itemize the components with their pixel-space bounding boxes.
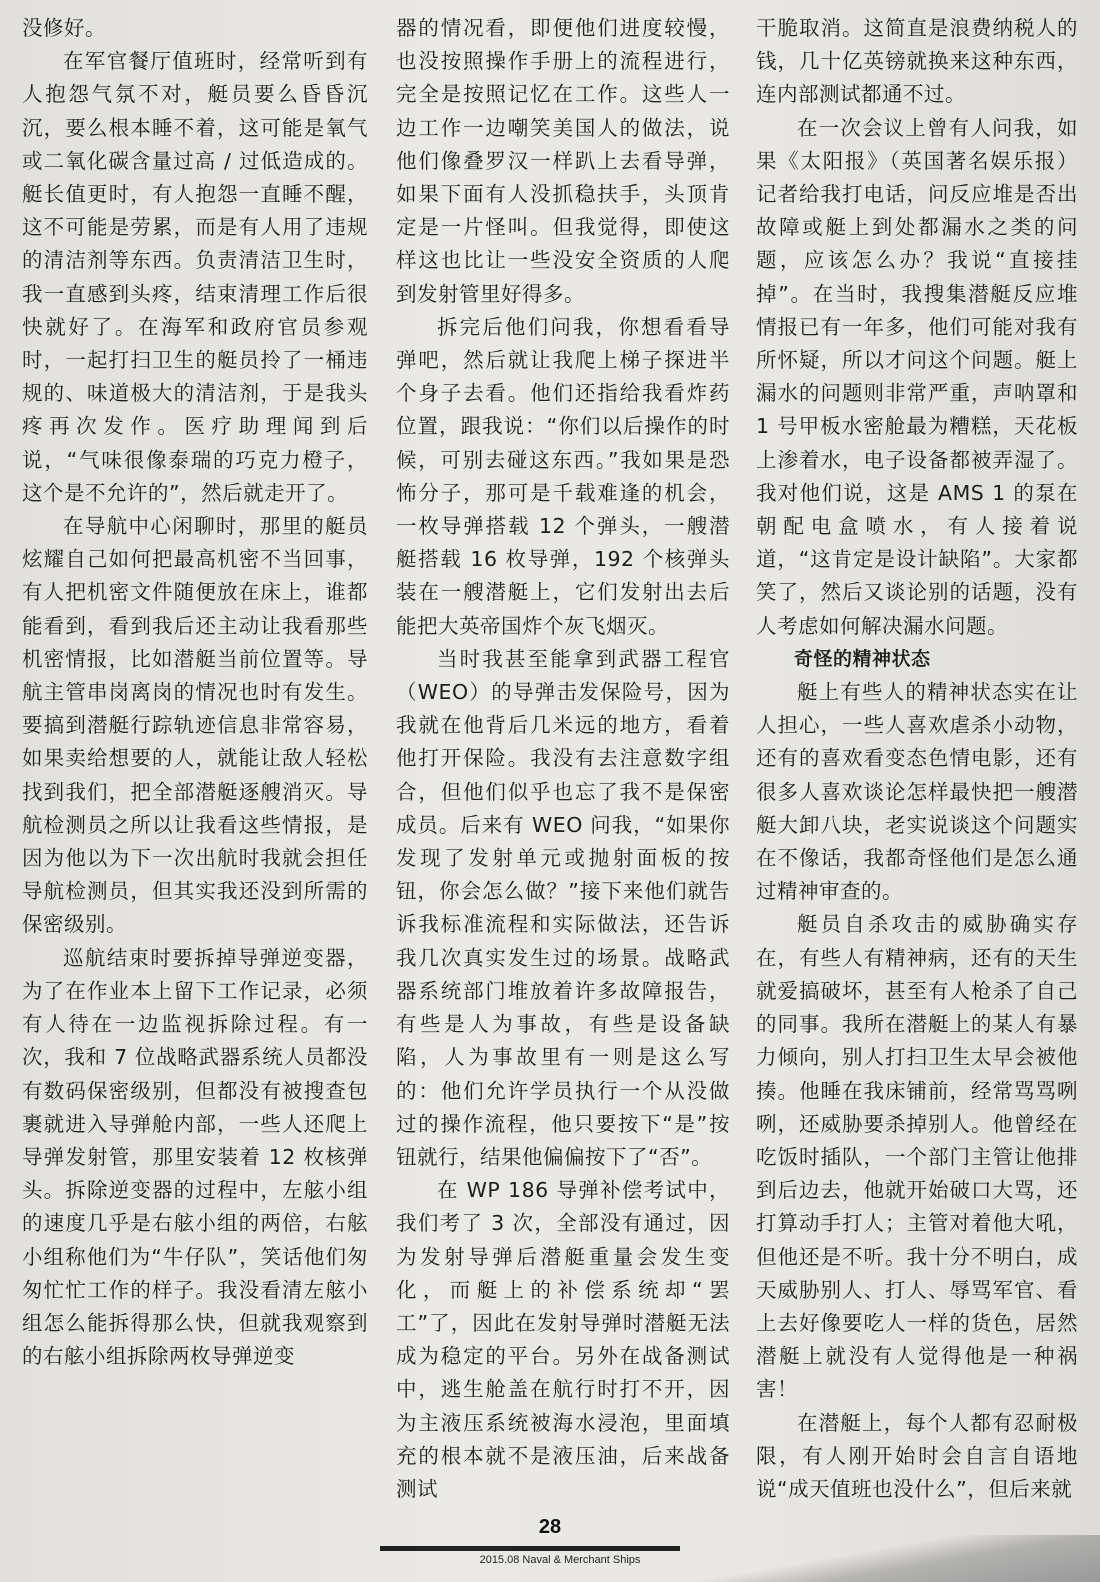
paragraph: 干脆取消。这简直是浪费纳税人的钱，几十亿英镑就换来这种东西，连内部测试都通不过。 [756, 16, 1078, 107]
paragraph: 拆完后他们问我，你想看看导弹吧，然后就让我爬上梯子探进半个身子去看。他们还指给我看炸药位置，跟我说：“你们以后操作的时候，可别去碰这东西。”我如果是恐怖分子，那可是千载难逢的机会，一枚导弹搭载 12 个弹头，一艘潜艇搭载 16 枚导弹，192 个核弹头装在一艘潜艇上，它们发射出去后能把大英帝国炸个灰飞烟灭。 [396, 314, 730, 638]
page-number: 28 [538, 1516, 562, 1538]
footer-issue-line: 2015.08 Naval & Merchant Ships [479, 1554, 641, 1566]
text-column-right [756, 12, 1078, 1506]
paragraph: 艇上有些人的精神状态实在让人担心，一些人喜欢虐杀小动物，还有的喜欢看变态色情电影，还有很多人喜欢谈论怎样最快把一艘潜艇大卸八块，老实说谈这个问题实在不像话，我都奇怪他们是怎么通过精神审查的。 [756, 680, 1078, 904]
paragraph: 当时我甚至能拿到武器工程官（WEO）的导弹击发保险号，因为我就在他背后几米远的地方，看着他打开保险。我没有去注意数字组合，但他们似乎也忘了我不是保密成员。后来有 WEO 问我，“如果你发现了发射单元或抛射面板的按钮，你会怎么做？”接下来他们就告诉我标准流程和实际做法，还告诉我几次真实发生过的场景。战略武器系统部门堆放着许多故障报告，有些是人为事故，有些是设备缺陷，人为事故里有一则是这么写的：他们允许学员执行一个从没做过的操作流程，他只要按下“是”按钮就行，结果他偏偏按下了“否”。 [396, 646, 730, 1169]
paragraph: 在军官餐厅值班时，经常听到有人抱怨气氛不对，艇员要么昏昏沉沉，要么根本睡不着，这可能是氧气或二氧化碳含量过高 / 过低造成的。艇长值更时，有人抱怨一直睡不醒，这不可能是劳累，而是有人用了违规的清洁剂等东西。负责清洁卫生时，我一直感到头疼，结束清理工作后很快就好了。在海军和政府官员参观时，一起打扫卫生的艇员拎了一桶违规的、味道极大的清洁剂，于是我头疼再次发作。医疗助理闻到后说，“气味很像泰瑞的巧克力橙子，这个是不允许的”，然后就走开了。 [22, 49, 368, 505]
paragraph: 器的情况看，即便他们进度较慢，也没按照操作手册上的流程进行，完全是按照记忆在工作。这些人一边工作一边嘲笑美国人的做法，说他们像叠罗汉一样趴上去看导弹，如果下面有人没抓稳扶手，头顶肯定是一片怪叫。但我觉得，即使这样这也比让一些没安全资质的人爬到发射管里好得多。 [396, 16, 730, 306]
text-column-middle [396, 12, 730, 1506]
paragraph: 巡航结束时要拆掉导弹逆变器，为了在作业本上留下工作记录，必须有人待在一边监视拆除过程。有一次，我和 7 位战略武器系统人员都没有数码保密级别，但都没有被搜查包裹就进入导弹舱内部，一些人还爬上导弹发射管，那里安装着 12 枚核弹头。拆除逆变器的过程中，左舷小组的速度几乎是右舷小组的两倍，右舷小组称他们为“牛仔队”，笑话他们匆匆忙忙工作的样子。我没看清左舷小组怎么能拆得那么快，但就我观察到的右舷小组拆除两枚导弹逆变 [22, 945, 368, 1369]
text-column-left [22, 12, 368, 1373]
paragraph: 没修好。 [22, 16, 106, 40]
section-heading: 奇怪的精神状态 [794, 647, 931, 670]
paragraph: 在一次会议上曾有人问我，如果《太阳报》（英国著名娱乐报）记者给我打电话，问反应堆是否出故障或艇上到处都漏水之类的问题，应该怎么办？我说“直接挂掉”。在当时，我搜集潜艇反应堆情报已有一年多，他们可能对我有所怀疑，所以才问这个问题。艇上漏水的问题则非常严重，声呐罩和 1 号甲板水密舱最为糟糕，天花板上渗着水，电子设备都被弄湿了。我对他们说，这是 AMS 1 的泵在朝配电盒喷水，有人接着说道，“这肯定是设计缺陷”。大家都笑了，然后又谈论别的话题，没有人考虑如何解决漏水问题。 [756, 115, 1078, 638]
paragraph: 在导航中心闲聊时，那里的艇员炫耀自己如何把最高机密不当回事，有人把机密文件随便放在床上，谁都能看到，看到我后还主动让我看那些机密情报，比如潜艇当前位置等。导航主管串岗离岗的情况也时有发生。要搞到潜艇行踪轨迹信息非常容易，如果卖给想要的人，就能让敌人轻松找到我们，把全部潜艇逐艘消灭。导航检测员之所以让我看这些情报，是因为他以为下一次出航时我就会担任导航检测员，但其实我还没到所需的保密级别。 [22, 514, 368, 937]
footer-rule [380, 1546, 680, 1551]
paragraph: 在潜艇上，每个人都有忍耐极限，有人刚开始时会自言自语地说“成天值班也没什么”，但后来就 [756, 1410, 1078, 1501]
paragraph: 在 WP 186 导弹补偿考试中，我们考了 3 次，全部没有通过，因为发射导弹后潜艇重量会发生变化，而艇上的补偿系统却“罢工”了，因此在发射导弹时潜艇无法成为稳定的平台。另外在战备测试中，逃生舱盖在航行时打不开，因为主液压系统被海水浸泡，里面填充的根本就不是液压油，后来战备测试 [396, 1178, 730, 1501]
paragraph: 艇员自杀攻击的威胁确实存在，有些人有精神病，还有的天生就爱搞破坏，甚至有人枪杀了自己的同事。我所在潜艇上的某人有暴力倾向，别人打扫卫生太早会被他揍。他睡在我床铺前，经常骂骂咧咧，还威胁要杀掉别人。他曾经在吃饭时插队，一个部门主管让他排到后边去，他就开始破口大骂，还打算动手打人；主管对着他大吼，但他还是不听。我十分不明白，成天威胁别人、打人、辱骂军官、看上去好像要吃人一样的货色，居然潜艇上就没有人觉得他是一种祸害！ [756, 912, 1078, 1402]
